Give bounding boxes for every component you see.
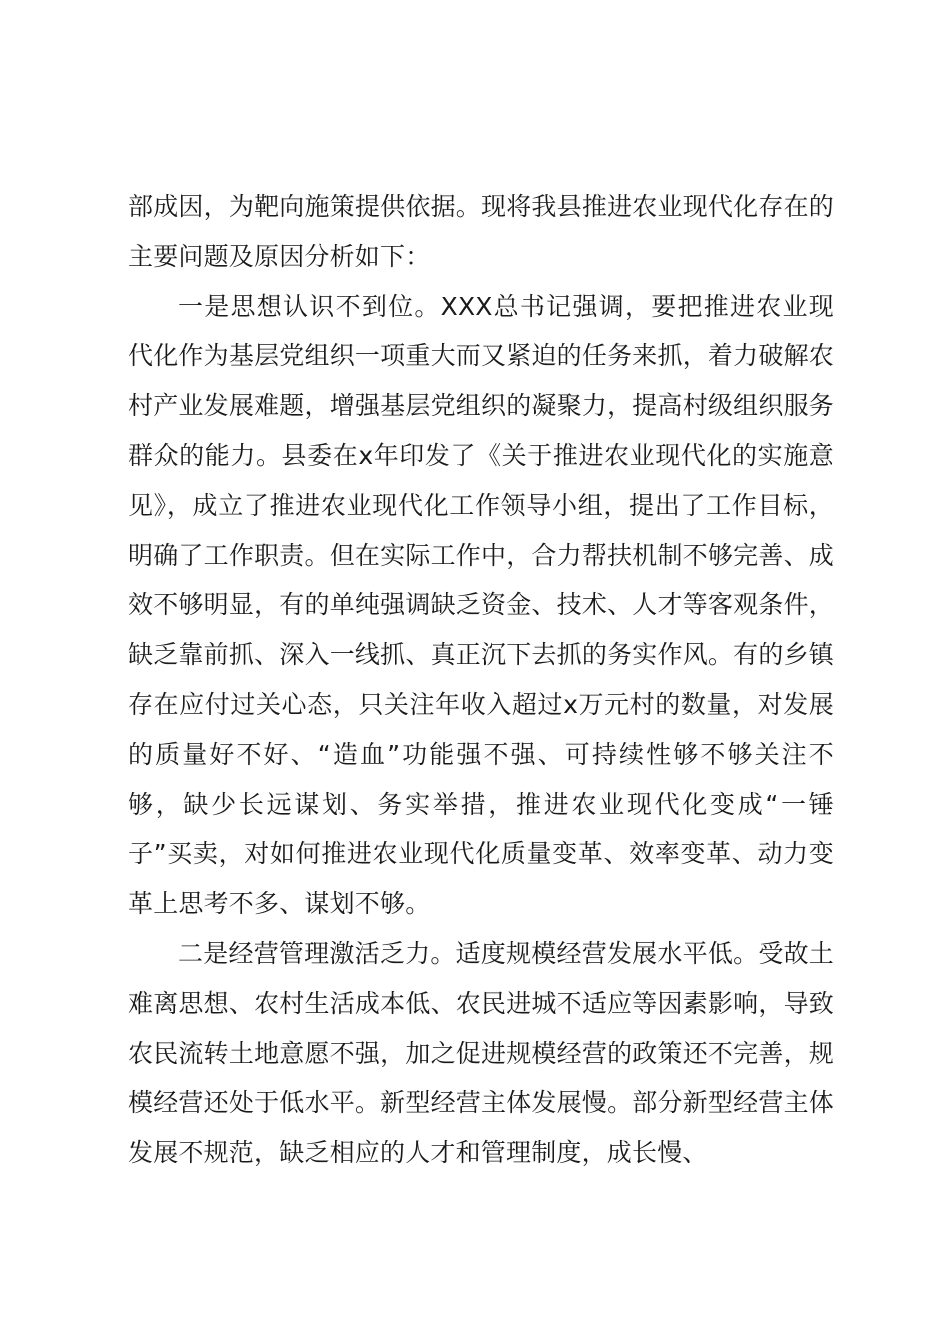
paragraph-operation-management: 二是经营管理激活乏力。适度规模经营发展水平低。受故土难离思想、农村生活成本低、农民进城不适应等因素影响，导致农民流转土地意愿不强，加之促进规模经营的政策还不完善，规模经营还处于低水平。新型经营主体发展慢。部分新型经营主体发展不规范，缺乏相应的人才和管理制度，成长慢、 [128,938,834,1168]
document-body [128,182,834,1178]
paragraph-ideological-awareness: 一是思想认识不到位。XXX总书记强调，要把推进农业现代化作为基层党组织一项重大而又紧迫的任务来抓，着力破解农村产业发展难题，增强基层党组织的凝聚力，提高村级组织服务群众的能力。县委在x年印发了《关于推进农业现代化的实施意见》，成立了推进农业现代化工作领导小组，提出了工作目标，明确了工作职责。但在实际工作中，合力帮扶机制不够完善、成效不够明显，有的单纯强调缺乏资金、技术、人才等客观条件，缺乏靠前抓、深入一线抓、真正沉下去抓的务实作风。有的乡镇存在应付过关心态，只关注年收入超过x万元村的数量，对发展的质量好不好、“造血”功能强不强、可持续性够不够关注不够，缺少长远谋划、务实举措，推进农业现代化变成“一锤子”买卖，对如何推进农业现代化质量变革、效率变革、动力变革上思考不多、谋划不够。 [128,291,834,919]
paragraph-intro-continuation: 部成因，为靶向施策提供依据。现将我县推进农业现代化存在的主要问题及原因分析如下： [128,192,834,271]
